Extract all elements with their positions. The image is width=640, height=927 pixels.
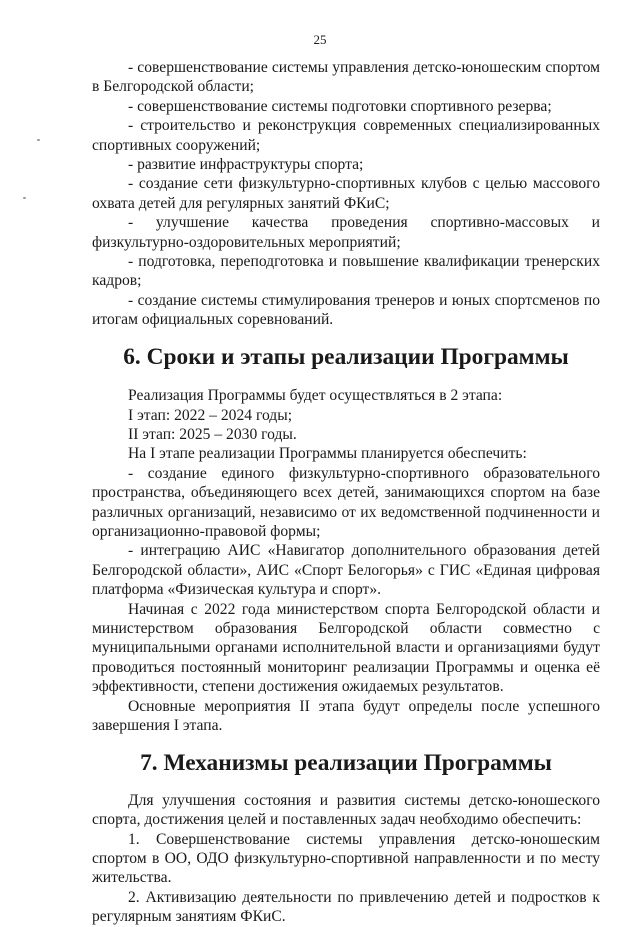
page-number: 25 — [313, 32, 327, 47]
scan-speck — [23, 197, 26, 199]
paragraph: На I этапе реализации Программы планируется обеспечить: — [128, 445, 527, 463]
list-item: - строительство и реконструкция современных специализированных спортивных сооружений; — [92, 117, 600, 154]
section-6-body — [92, 386, 600, 735]
list-item: 2. Активизацию деятельности по привлечению детей и подростков к регулярным занятиям ФКиС. — [92, 888, 600, 926]
goals-list — [92, 58, 600, 330]
paragraph: Для улучшения состояния и развития системы детско-юношеского спорта, достижения целей и поставленных задач необходимо обеспечить: — [92, 791, 600, 829]
list-item: 1. Совершенствование системы управления детско-юношеским спортом в ОО, ОДО физкультурно-спортивной направленности и по месту жительства. — [92, 830, 600, 887]
list-item: - создание сети физкультурно-спортивных клубов с целью массового охвата детей для регулярных занятий ФКиС; — [92, 175, 600, 212]
scan-speck — [37, 139, 40, 141]
list-item: - создание системы стимулирования тренеров и юных спортсменов по итогам официальных соревнований. — [92, 291, 600, 329]
list-item: - подготовка, переподготовка и повышение квалификации тренерских кадров; — [92, 253, 600, 290]
paragraph: II этап: 2025 – 2030 годы. — [128, 425, 297, 443]
paragraph: Реализация Программы будет осуществляться в 2 этапа: — [128, 387, 503, 405]
list-item: - развитие инфраструктуры спорта; — [128, 156, 364, 174]
document-body — [92, 58, 600, 927]
list-item: - создание единого физкультурно-спортивного образовательного пространства, объединяющего всех детей, занимающихся спортом на базе различных организаций, независимо от их ведомственной подчиненности и организационно-правовой формы; — [92, 464, 600, 540]
section-7-body — [92, 791, 600, 927]
section-6-heading: 6. Сроки и этапы реализации Программы — [123, 343, 569, 370]
list-item: - совершенствование системы подготовки спортивного резерва; — [128, 97, 552, 115]
list-item: - улучшение качества проведения спортивно-массовых и физкультурно-оздоровительных мероприятий; — [92, 214, 600, 251]
paragraph: I этап: 2022 – 2024 годы; — [128, 406, 293, 424]
list-item: - интеграцию АИС «Навигатор дополнительного образования детей Белгородской области», АИС «Спорт Белогорья» с ГИС «Единая цифровая платформа «Физическая культура и спорт». — [92, 542, 600, 599]
paragraph: Начиная с 2022 года министерством спорта Белгородской области и министерством образования Белгородской области совместно с муниципальными органами исполнительной власти и организациями будут проводиться постоянный мониторинг реализации Программы и оценка её эффективности, степени достижения ожидаемых результатов. — [92, 600, 600, 696]
section-7-heading: 7. Механизмы реализации Программы — [140, 750, 552, 777]
list-item: - совершенствование системы управления детско-юношеским спортом в Белгородской области; — [92, 59, 600, 96]
paragraph: Основные мероприятия II этапа будут определы после успешного завершения I этапа. — [92, 697, 600, 734]
